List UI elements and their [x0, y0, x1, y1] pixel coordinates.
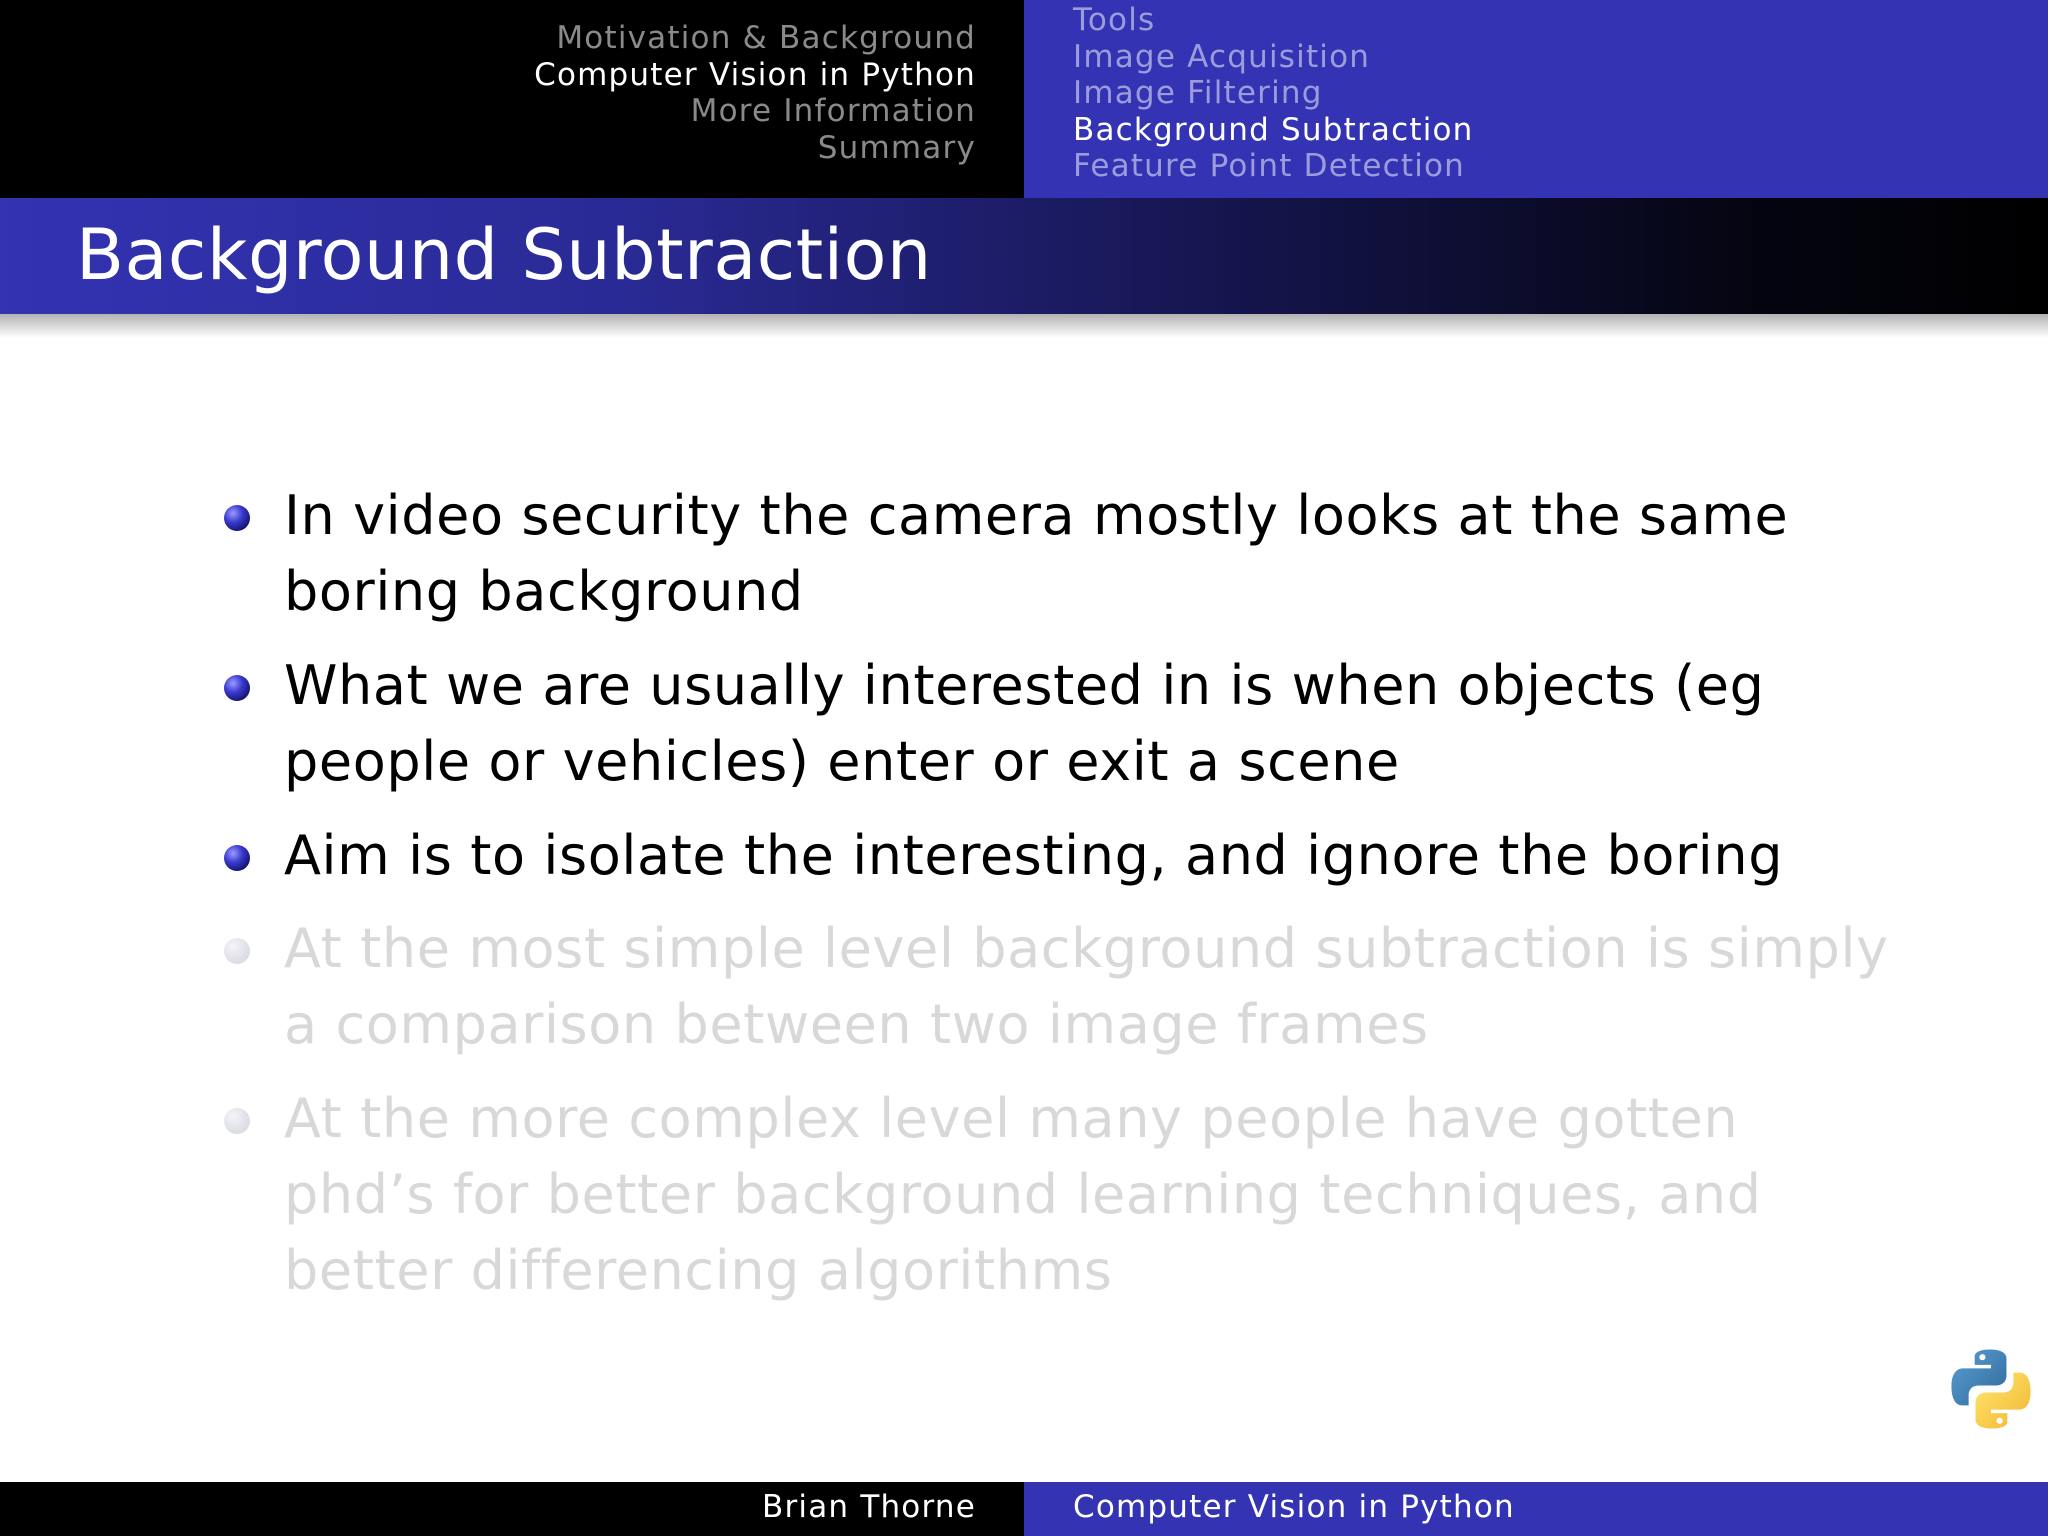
bullet-dot-icon	[224, 675, 250, 701]
subsection-item-image-acquisition[interactable]: Image Acquisition	[1073, 38, 1371, 75]
bullet-text: What we are usually interested in is when objects (eg people or vehicles) enter or exit a scene	[284, 654, 1765, 793]
bullet-dot-icon	[224, 845, 250, 871]
footer-talk-title: Computer Vision in Python	[1073, 1489, 1515, 1525]
subsection-list	[1073, 2, 1474, 185]
section-list	[534, 20, 976, 166]
subsection-item-feature-point-detection[interactable]: Feature Point Detection	[1073, 148, 1466, 185]
title-bar	[0, 198, 2048, 314]
section-item-summary[interactable]: Summary	[817, 129, 976, 166]
subsection-nav	[1024, 0, 2048, 198]
bullet-text: In video security the camera mostly looks at the same boring background	[284, 484, 1789, 623]
slide-title: Background Subtraction	[76, 214, 932, 296]
subsection-item-background-subtraction[interactable]: Background Subtraction	[1073, 111, 1474, 148]
section-item-motivation[interactable]: Motivation & Background	[556, 20, 976, 56]
section-item-more-information[interactable]: More Information	[690, 93, 976, 130]
header-navigation	[0, 0, 2048, 198]
bullet-text: Aim is to isolate the interesting, and ignore the boring	[284, 824, 1784, 887]
subsection-item-tools[interactable]: Tools	[1073, 2, 1156, 38]
bullet-dot-icon	[224, 1108, 250, 1134]
bullet-dot-icon	[224, 938, 250, 964]
section-item-computer-vision[interactable]: Computer Vision in Python	[534, 56, 976, 93]
bullet-dot-icon	[224, 505, 250, 531]
title-bar-shadow	[0, 314, 2048, 338]
section-nav	[0, 0, 1024, 198]
footer-title-bar	[1024, 1482, 2048, 1536]
bullet-text: At the more complex level many people have gotten phd’s for better background learning techniques, and better differencing algorithms	[284, 1087, 1762, 1302]
subsection-item-image-filtering[interactable]: Image Filtering	[1073, 75, 1323, 112]
python-logo-icon	[1948, 1346, 2034, 1432]
footer-author-bar	[0, 1482, 1024, 1536]
bullet-text: At the most simple level background subtraction is simply a comparison between two image frames	[284, 917, 1889, 1056]
footer-author: Brian Thorne	[762, 1489, 976, 1525]
